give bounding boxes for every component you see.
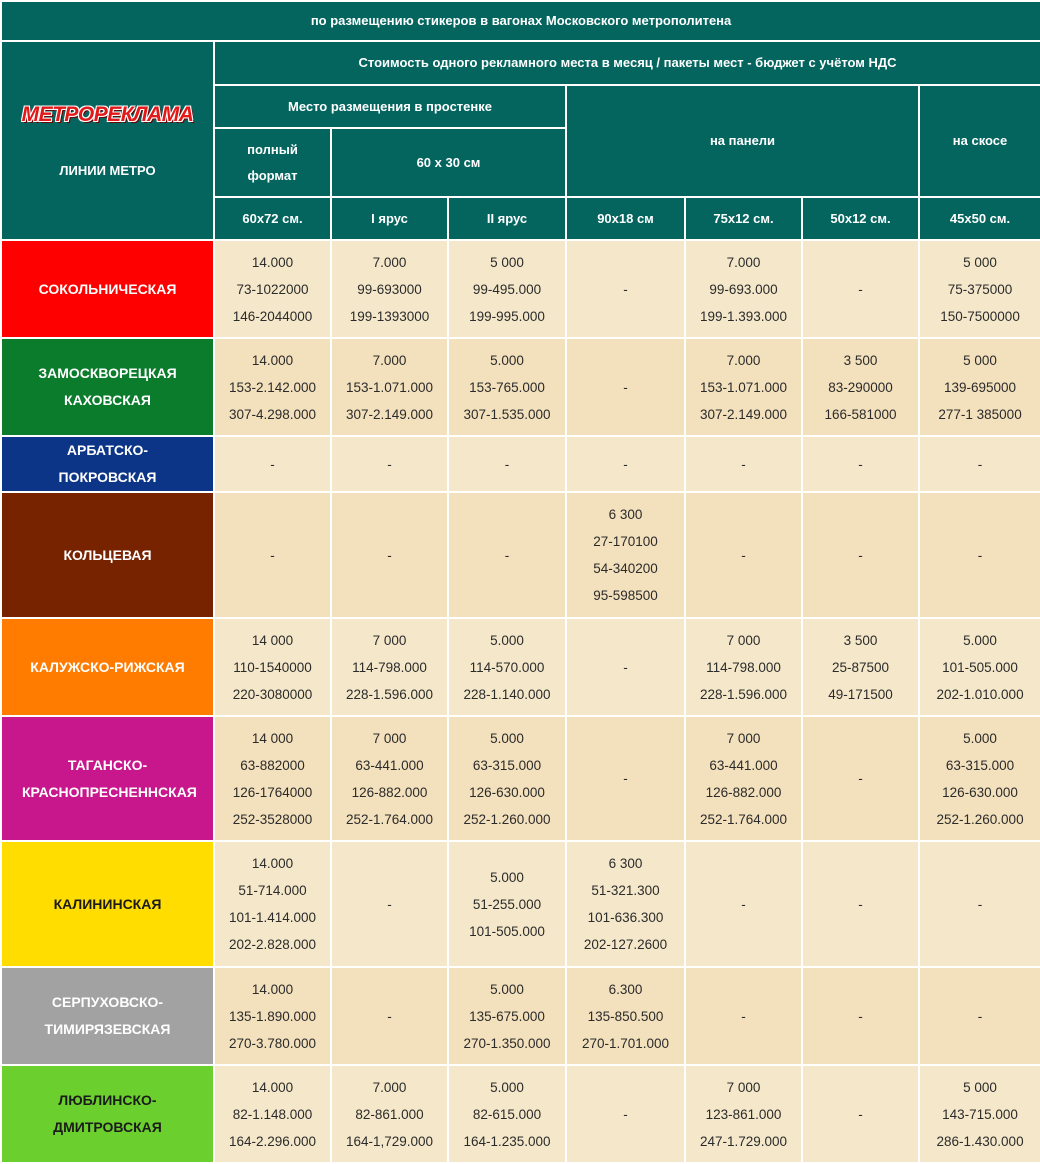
price-value: 307-1.535.000 [463,406,551,422]
price-value: 146-2044000 [232,308,313,324]
metro-line-name: ТАГАНСКО-КРАСНОПРЕСНЕННСКАЯ [1,716,214,841]
price-value: 63-441.000 [709,757,778,773]
price-cell [331,967,448,1065]
price-cell [214,338,331,436]
price-value: - [977,547,983,563]
price-value: 6.300 [608,981,643,997]
table-row [1,436,1040,492]
price-cell [214,967,331,1065]
price-value: 166-581000 [824,406,897,422]
price-value: 101-505.000 [942,659,1018,675]
price-value: 63-882000 [240,757,305,773]
price-value: 286-1.430.000 [936,1133,1024,1149]
price-cell [566,618,685,716]
price-value: - [977,1008,983,1024]
price-value: - [858,771,863,786]
price-value: 153-1.071.000 [345,379,434,395]
price-cell [331,240,448,338]
table-row [1,1065,1040,1163]
group-wall-header: Место размещения в простенке [214,85,566,128]
price-cell [685,618,802,716]
price-value: 7 000 [372,632,407,648]
price-value: - [504,547,510,563]
price-value: 114-570.000 [469,659,545,675]
price-value: 126-1764000 [232,784,313,800]
price-value: - [858,281,863,297]
price-value: 164-1,729.000 [345,1133,434,1149]
price-value: 123-861.000 [705,1106,782,1122]
price-cell [919,492,1040,618]
price-value: 202-2.828.000 [228,937,317,952]
price-value: 83-290000 [828,379,893,395]
price-value: 5.000 [963,632,997,648]
price-value: 7.000 [726,352,761,368]
price-value: - [741,456,746,472]
price-cell [331,492,448,618]
price-value: 5.000 [490,869,524,885]
price-value: 252-1.764.000 [699,811,788,827]
table-row [1,338,1040,436]
price-value: - [387,547,392,563]
price-value: 247-1.729.000 [699,1133,788,1149]
size-header: 45х50 см. [919,197,1040,240]
price-value: 126-630.000 [942,784,1018,800]
price-cell [331,716,448,841]
price-value: 5.000 [490,352,524,368]
price-value: 220-3080000 [232,686,313,702]
price-value: 63-315.000 [945,757,1015,773]
price-value: 307-2.149.000 [345,406,434,422]
price-cell [214,716,331,841]
price-cell [685,240,802,338]
group-panel-header: на панели [566,85,919,197]
price-value: 14.000 [251,254,294,270]
price-cell [448,436,566,492]
price-cell [919,436,1040,492]
price-value: 270-3.780.000 [228,1035,317,1051]
price-value: 307-4.298.000 [228,406,317,422]
price-cell [214,240,331,338]
logo-cell [1,41,214,240]
metroreklama-logo [22,102,194,130]
price-value: 114-798.000 [706,659,781,675]
price-value: - [623,281,628,297]
price-cell [802,716,919,841]
price-cell [566,1065,685,1163]
price-cell [214,618,331,716]
price-value: 63-315.000 [472,757,542,773]
group-slope-header: на скосе [919,85,1040,197]
price-value: 51-255.000 [472,896,542,912]
price-cell [214,1065,331,1163]
price-value: 27-170100 [593,534,658,549]
price-cell [566,841,685,967]
price-value: 7.000 [372,254,407,270]
price-value: 135-675.000 [469,1008,545,1024]
price-value: 99-693.000 [709,281,778,297]
price-value: 199-995.000 [469,308,545,324]
metro-line-name: СОКОЛЬНИЧЕСКАЯ [1,240,214,338]
price-value: - [387,1008,392,1024]
price-value: - [504,456,510,472]
price-cell [566,240,685,338]
price-cell [566,492,685,618]
size-header: 50х12 см. [802,197,919,240]
price-cell [802,492,919,618]
price-value: 14 000 [251,632,294,648]
price-value: 307-2.149.000 [699,406,788,422]
price-cell [448,841,566,967]
price-cell [685,492,802,618]
price-value: 5 000 [963,352,997,368]
price-value: 51-321.300 [591,883,660,898]
price-cell [331,618,448,716]
metro-line-name: ЗАМОСКВОРЕЦКАЯ КАХОВСКАЯ [1,338,214,436]
price-value: 25-87500 [831,659,890,675]
price-value: 82-615.000 [472,1106,542,1122]
table-row [1,716,1040,841]
full-format-header: полный формат [214,128,331,197]
price-value: 5 000 [490,254,524,270]
price-value: - [387,456,392,472]
price-cell [685,841,802,967]
price-value: 82-1.148.000 [232,1106,313,1122]
price-value: 153-765.000 [469,379,545,395]
cost-header: Стоимость одного рекламного места в месяц / пакеты мест - бюджет с учётом НДС [214,41,1040,85]
price-cell [214,841,331,967]
price-cell [331,338,448,436]
price-value: 164-2.296.000 [228,1133,317,1149]
price-value: 5.000 [490,981,524,997]
price-value: 99-495.000 [472,281,542,297]
price-value: - [858,456,863,472]
price-value: 14.000 [251,1079,294,1095]
price-value: 49-171500 [828,686,893,702]
price-cell [566,338,685,436]
price-value: - [741,896,746,912]
price-value: - [741,1008,746,1024]
price-cell [448,716,566,841]
price-value: - [623,1106,628,1122]
price-value: 202-1.010.000 [936,686,1024,702]
price-cell [448,240,566,338]
price-value: 5.000 [490,1079,524,1095]
metro-line-name: АРБАТСКО-ПОКРОВСКАЯ [1,436,214,492]
price-cell [919,618,1040,716]
price-cell [214,492,331,618]
price-cell [802,967,919,1065]
price-value: - [858,896,863,912]
price-value: 14.000 [251,981,294,997]
price-cell [919,716,1040,841]
price-value: 228-1.596.000 [699,686,788,702]
price-value: 5.000 [490,632,524,648]
price-value: 5 000 [963,254,997,270]
price-cell [685,436,802,492]
price-value: 14.000 [251,856,294,871]
lines-label: ЛИНИИ МЕТРО [59,162,156,178]
price-value: 199-1.393.000 [699,308,788,324]
price-value: 199-1393000 [349,308,430,324]
price-value: 143-715.000 [942,1106,1018,1122]
price-value: 7.000 [726,254,761,270]
price-value: 95-598500 [593,588,658,603]
price-value: 164-1.235.000 [463,1133,551,1149]
price-value: 6 300 [608,856,643,871]
price-cell [685,1065,802,1163]
price-value: - [977,896,983,912]
price-value: 153-1.071.000 [699,379,788,395]
price-value: 7.000 [372,1079,407,1095]
size-header: I ярус [331,197,448,240]
price-value: 101-636.300 [587,910,664,925]
price-value: 270-1.350.000 [463,1035,551,1051]
price-value: 252-1.260.000 [463,811,551,827]
price-value: - [858,1008,863,1024]
size-header: 90х18 см [566,197,685,240]
price-value: - [623,456,628,472]
price-value: 14.000 [251,352,294,368]
price-value: 110-1540000 [233,659,312,675]
price-cell [802,618,919,716]
price-cell [919,1065,1040,1163]
table-title: по размещению стикеров в вагонах Московского метрополитена [1,1,1040,41]
price-cell [685,716,802,841]
price-value: 277-1 385000 [938,406,1022,422]
price-value: 114-798.000 [352,659,427,675]
price-value: 54-340200 [593,561,658,576]
price-value: 7.000 [372,352,407,368]
table-row [1,967,1040,1065]
price-value: 14 000 [251,730,294,746]
price-value: 3 500 [843,632,878,648]
price-cell [919,967,1040,1065]
price-cell [802,240,919,338]
metro-line-name: СЕРПУХОВСКО-ТИМИРЯЗЕВСКАЯ [1,967,214,1065]
price-value: 5.000 [490,730,524,746]
price-cell [685,967,802,1065]
price-cell [448,1065,566,1163]
price-value: - [977,456,983,472]
price-cell [448,338,566,436]
price-value: 101-505.000 [469,923,545,939]
price-value: 99-693000 [357,281,422,297]
price-cell [685,338,802,436]
price-cell [802,841,919,967]
table-row [1,618,1040,716]
price-value: 82-861.000 [355,1106,424,1122]
price-value: 126-882.000 [705,784,782,800]
price-value: 7 000 [726,632,761,648]
price-value: 73-1022000 [236,281,309,297]
price-cell [919,338,1040,436]
price-value: 7 000 [726,730,761,746]
price-value: 153-2.142.000 [228,379,317,395]
price-value: - [858,1106,863,1122]
price-value: - [270,456,275,472]
price-value: - [623,379,628,395]
price-value: 150-7500000 [940,308,1020,324]
size-header: 60х72 см. [214,197,331,240]
price-value: - [741,547,746,563]
price-cell [214,436,331,492]
price-cell [802,1065,919,1163]
price-value: 135-1.890.000 [228,1008,317,1024]
metro-line-name: ЛЮБЛИНСКО-ДМИТРОВСКАЯ [1,1065,214,1163]
table-row [1,841,1040,967]
price-cell [919,240,1040,338]
price-value: - [858,547,863,563]
price-cell [448,618,566,716]
price-value: 228-1.140.000 [463,686,551,702]
price-value: 252-1.764.000 [345,811,434,827]
price-cell [919,841,1040,967]
price-value: - [623,659,628,675]
price-value: 5 000 [963,1079,997,1095]
price-value: 126-882.000 [351,784,428,800]
price-value: 6 300 [608,507,643,522]
price-value: 3 500 [843,352,878,368]
size-header: 75х12 см. [685,197,802,240]
price-value: 252-1.260.000 [936,811,1024,827]
price-cell [566,716,685,841]
table-row [1,492,1040,618]
metro-line-name: КАЛИНИНСКАЯ [1,841,214,967]
price-cell [802,436,919,492]
format-60x30-header: 60 х 30 см [331,128,566,197]
price-cell [331,436,448,492]
price-value: - [270,547,275,563]
price-cell [566,967,685,1065]
price-value: 252-3528000 [232,811,313,827]
price-value: - [623,771,628,786]
metro-line-name: КОЛЬЦЕВАЯ [1,492,214,618]
price-cell [566,436,685,492]
price-cell [331,841,448,967]
price-cell [448,492,566,618]
price-value: 5.000 [963,730,997,746]
size-header: II ярус [448,197,566,240]
price-cell [448,967,566,1065]
price-value: 126-630.000 [469,784,545,800]
price-value: 202-127.2600 [583,937,668,952]
price-value: 228-1.596.000 [345,686,434,702]
price-value: 7 000 [726,1079,761,1095]
price-value: 75-375000 [947,281,1013,297]
price-value: 63-441.000 [355,757,424,773]
price-value: 139-695000 [944,379,1017,395]
price-value: 135-850.500 [587,1008,664,1024]
price-value: 51-714.000 [238,883,307,898]
price-value: 270-1.701.000 [581,1035,670,1051]
price-value: - [387,896,392,912]
price-value: 101-1.414.000 [228,910,317,925]
logo-text: МЕТРОРЕКЛАМА [21,102,194,126]
metro-line-name: КАЛУЖСКО-РИЖСКАЯ [1,618,214,716]
price-cell [802,338,919,436]
price-cell [331,1065,448,1163]
table-row [1,240,1040,338]
price-value: 7 000 [372,730,407,746]
